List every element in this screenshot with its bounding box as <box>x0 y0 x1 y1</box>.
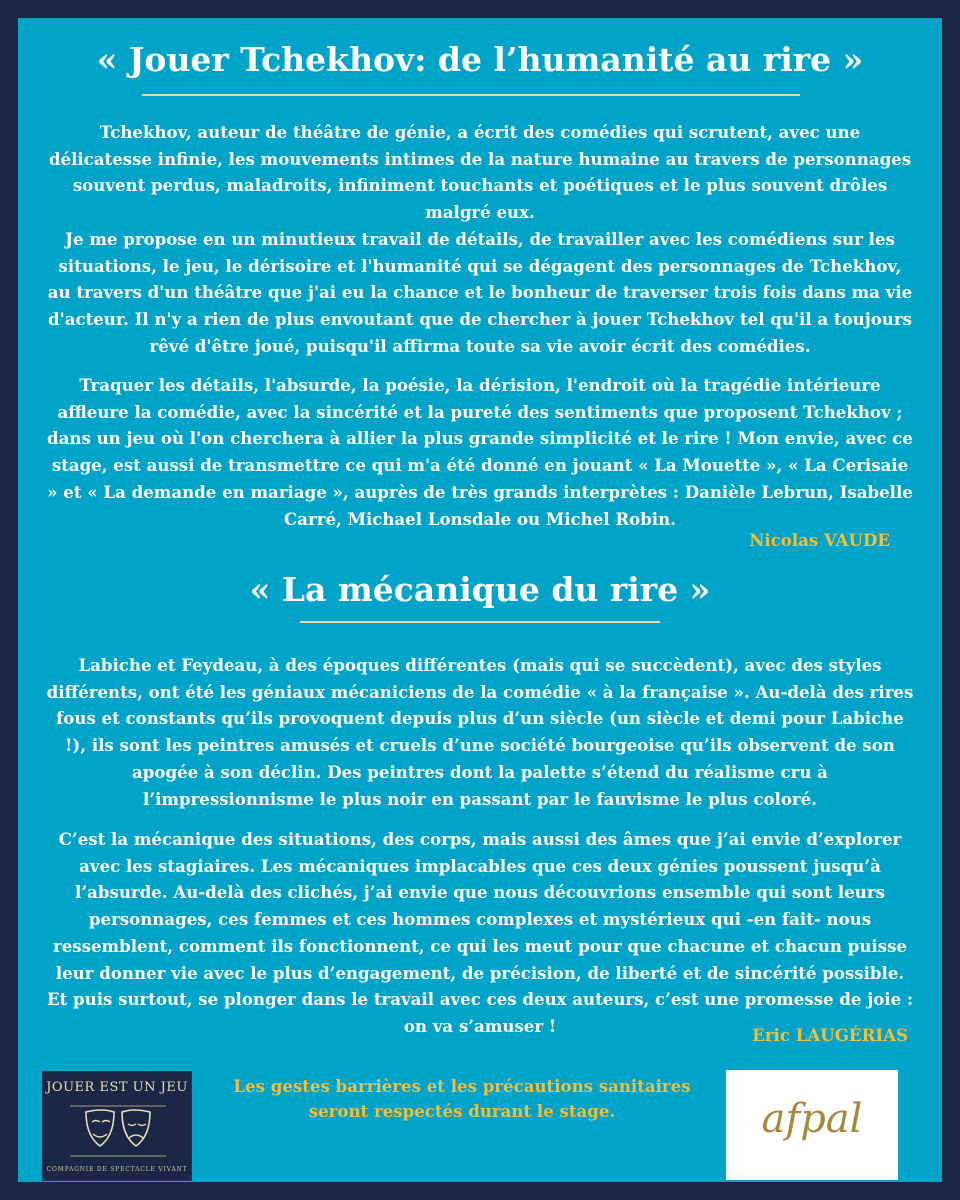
section2-paragraph-2: C’est la mécanique des situations, des corps, mais aussi des âmes que j’ai envie d’explorer avec les stagiaires. Les mécaniques implacables que ces deux génies poussent jusqu’à l’absurde. Au-delà des clichés, j’ai envie que nous découvrions ensemble qui sont leurs personnages, ces femmes et ces hommes complexes et mystérieux qui -en fait- nous ressemblent, comment ils fonctionnent, ce qui les meut pour que chacune et chacun puisse leur donner vie avec le plus d’engagement, de précision, de liberté et de sincérité possible. Et puis surtout, se plonger dans le travail avec ces deux auteurs, c’est une promesse de joie : on va s’amuser ! <box>46 829 914 1036</box>
section1-paragraph-2: Je me propose en un minutieux travail de détails, de travailler avec les comédiens sur les situations, le jeu, le dérisoire et l'humanité qui se dégagent des personnages de Tchekhov, au travers d'un théâtre que j'ai eu la chance et le bonheur de traverser trois fois dans ma vie d'acteur. Il n'y a rien de plus envoutant que de chercher à jouer Tchekhov tel qu'il a toujours rêvé d'être joué, puisqu'il affirma toute sa vie avoir écrit des comédies. <box>47 229 913 356</box>
logo-left-tagline: COMPAGNIE DE SPECTACLE VIVANT <box>46 1166 188 1173</box>
afpal-logo <box>726 1070 898 1180</box>
section1-signature: Nicolas VAUDE <box>749 530 890 550</box>
logo-left-brand: JOUER EST UN JEU <box>46 1080 188 1095</box>
section2-title: « La mécanique du rire » <box>249 570 711 609</box>
section1-title: « Jouer Tchekhov: de l’humanité au rire » <box>96 40 864 79</box>
section1-divider <box>142 94 800 96</box>
section2-paragraph-1: Labiche et Feydeau, à des époques différentes (mais qui se succèdent), avec des styles différents, ont été les géniaux mécaniciens de la comédie « à la française ». Au-delà des rires fous et constants qu’ils provoquent depuis plus d’un siècle (un siècle et demi pour Labiche !), ils sont les peintres amusés et cruels d’une société bourgeoise qu’ils observent de son apogée à son déclin. Des peintres dont la palette s’étend du réalisme cru à l’impressionnisme le plus noir en passant par le fauvisme le plus coloré. <box>46 655 914 809</box>
content-panel <box>18 18 942 1182</box>
section2-signature: Eric LAUGÉRIAS <box>752 1025 908 1045</box>
sanitary-notice: Les gestes barrières et les précautions sanitaires seront respectés durant le stage. <box>233 1076 691 1121</box>
jouer-est-un-jeu-logo <box>42 1071 192 1181</box>
theatre-masks-icon <box>68 1102 168 1160</box>
section2-divider <box>300 621 660 623</box>
section1-paragraph-1: Tchekhov, auteur de théâtre de génie, a écrit des comédies qui scrutent, avec une délicatesse infinie, les mouvements intimes de la nature humaine au travers de personnages souvent perdus, maladroits, infiniment touchants et poétiques et le plus souvent drôles malgré eux. <box>48 122 912 223</box>
section1-paragraph-3: Traquer les détails, l'absurde, la poésie, la dérision, l'endroit où la tragédie intérieure affleure la comédie, avec la sincérité et la pureté des sentiments que proposent Tchekhov ; dans un jeu où l'on cherchera à allier la plus grande simplicité et le rire ! Mon envie, avec ce stage, est aussi de transmettre ce qui m'a été donné en jouant « La Mouette », « La Cerisaie » et « La demande en mariage », auprès de très grands interprètes : Danièle Lebrun, Isabelle Carré, Michael Lonsdale ou Michel Robin. <box>47 375 913 529</box>
afpal-logo-text: afpal <box>761 1096 863 1142</box>
